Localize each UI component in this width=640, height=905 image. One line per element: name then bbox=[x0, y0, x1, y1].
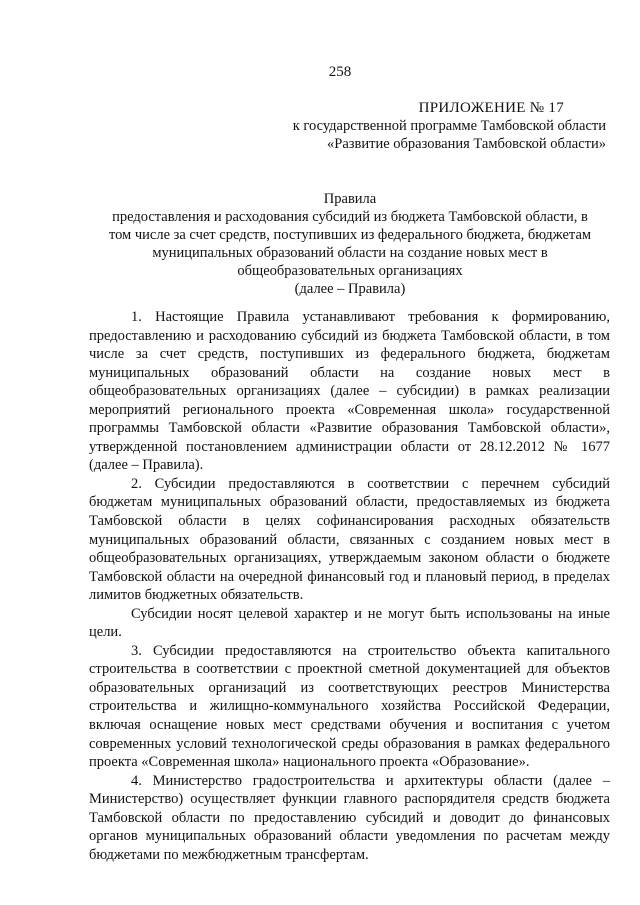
title-line: общеобразовательных организациях bbox=[237, 263, 463, 279]
paragraph: 2. Субсидии предоставляются в соответствии с перечнем субсидий бюджетам муниципальных образований области, предоставляемых из бюджета Тамбовской области в целях софинансирования расходных обязательств муниципальных образований области, связанных с созданием новых мест в общеобразовательных организациях, утверждаемым законом области о бюджете Тамбовской области на очередной финансовый год и плановый период, в пределах лимитов бюджетных обязательств. bbox=[89, 475, 610, 604]
paragraph: 1. Настоящие Правила устанавливают требования к формированию, предоставлению и расходованию субсидий из бюджета Тамбовской области, в том числе за счет средств, поступивших из федерального бюджета, бюджетам муниципальных образований области на создание новых мест в общеобразовательных организациях (далее – субсидии) в рамках реализации мероприятий регионального проекта «Современная школа» государственной программы Тамбовской области «Развитие образования Тамбовской области», утвержденной постановлением администрации области от 28.12.2012 № 1677 (далее – Правила). bbox=[89, 309, 610, 474]
appendix-line: «Развитие образования Тамбовской области» bbox=[327, 136, 606, 152]
appendix-header bbox=[186, 99, 606, 153]
document-body bbox=[89, 308, 610, 864]
paragraph: 4. Министерство градостроительства и архитектуры области (далее – Министерство) осуществляет функции главного распорядителя средств бюджета Тамбовской области по предоставлению субсидий и доводит до финансовых органов муниципальных образований области уведомления по расчетам между бюджетами по межбюджетным трансфертам. bbox=[89, 772, 610, 863]
title-line: том числе за счет средств, поступивших из федерального бюджета, бюджетам bbox=[108, 227, 592, 243]
paragraph: 3. Субсидии предоставляются на строительство объекта капитального строительства в соответствии с проектной сметной документацией для объектов образовательных организаций из соответствующих реестров Министерства строительства и жилищно-коммунального хозяйства Российской Федерации, включая оснащение новых мест средствами обучения и воспитания с учетом современных условий технологической среды образования в рамках федерального проекта «Современная школа» национального проекта «Образование». bbox=[89, 642, 610, 771]
document-title bbox=[80, 190, 620, 298]
paragraph: Субсидии носят целевой характер и не могут быть использованы на иные цели. bbox=[89, 605, 610, 641]
appendix-line: к государственной программе Тамбовской области bbox=[292, 118, 606, 134]
appendix-title: ПРИЛОЖЕНИЕ № 17 bbox=[418, 100, 564, 116]
title-heading: Правила bbox=[323, 191, 377, 207]
title-line: муниципальных образований области на создание новых мест в bbox=[152, 245, 548, 261]
title-line: (далее – Правила) bbox=[294, 281, 406, 297]
title-line: предоставления и расходования субсидий из бюджета Тамбовской области, в bbox=[112, 209, 588, 225]
page-number: 258 bbox=[328, 64, 352, 80]
